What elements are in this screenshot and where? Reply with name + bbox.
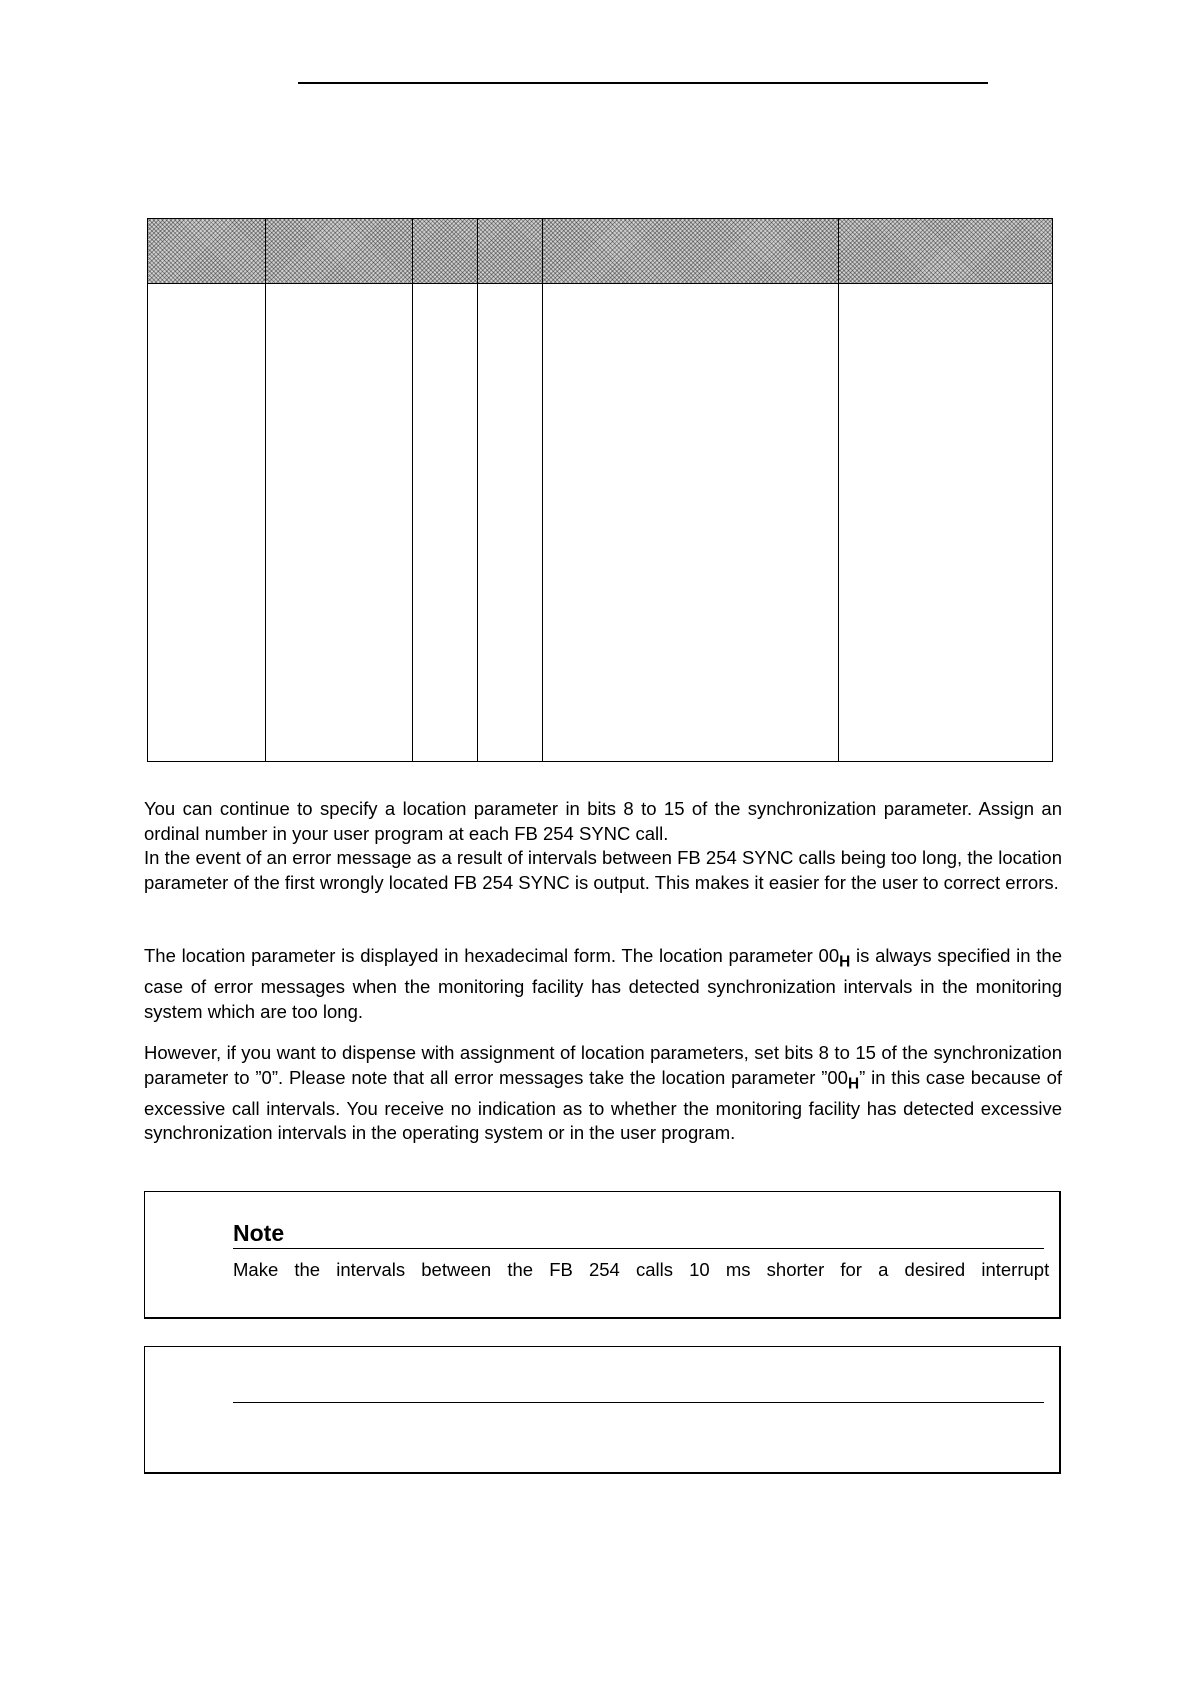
- note-title: Note: [233, 1219, 1044, 1249]
- text-run: However, if you want to dispense with assignment of location parameters, set bits 8 to 15 of the synchronization parameter to ”0”. Please note that all error messages take the location parameter ”00: [144, 1042, 1062, 1088]
- table-cell: [148, 284, 266, 762]
- table-header-cell: [148, 219, 266, 284]
- text-run: is always specified in the case of error messages when the monitoring facility has detected synchronization intervals in the monitoring system which are too long.: [144, 945, 1062, 1022]
- subscript-h: H: [847, 1075, 860, 1093]
- parameter-table: [147, 218, 1053, 762]
- table-header-cell: [478, 219, 543, 284]
- empty-note-rule: [233, 1402, 1044, 1403]
- table-header-cell: [839, 219, 1053, 284]
- table-cell: [839, 284, 1053, 762]
- paragraph-hex-display: [144, 944, 1062, 1024]
- table-row: [148, 284, 1053, 762]
- paragraph-dispense-location: [144, 1041, 1062, 1146]
- paragraph-location-parameter: [144, 797, 1062, 895]
- table-cell: [266, 284, 413, 762]
- text-run: ” in this case because of excessive call intervals. You receive no indication as to whether the monitoring facility has detected excessive synchronization intervals in the operating system or in the user program.: [144, 1066, 1063, 1144]
- paragraph-line: You can continue to specify a location parameter in bits 8 to 15 of the synchronization parameter. Assign an ordinal number in your user program at each FB 254 SYNC call.: [144, 798, 1062, 844]
- paragraph-line: In the event of an error message as a result of intervals between FB 254 SYNC calls being too long, the location parameter of the first wrongly located FB 254 SYNC is output. This makes it easier for the user to correct errors.: [144, 847, 1062, 893]
- table-header-row: [148, 219, 1053, 284]
- table-cell: [413, 284, 478, 762]
- table-cell: [478, 284, 543, 762]
- table-header-cell: [543, 219, 839, 284]
- table-header-cell: [266, 219, 413, 284]
- table-cell: [543, 284, 839, 762]
- empty-note-box: [144, 1346, 1061, 1474]
- subscript-h: H: [839, 953, 851, 971]
- text-run: The location parameter is displayed in hexadecimal form. The location parameter 00: [144, 945, 840, 966]
- header-rule: [298, 82, 988, 84]
- note-box: [144, 1191, 1061, 1319]
- table-header-cell: [413, 219, 478, 284]
- note-text: Make the intervals between the FB 254 calls 10 ms shorter for a desired interrupt: [233, 1259, 1050, 1280]
